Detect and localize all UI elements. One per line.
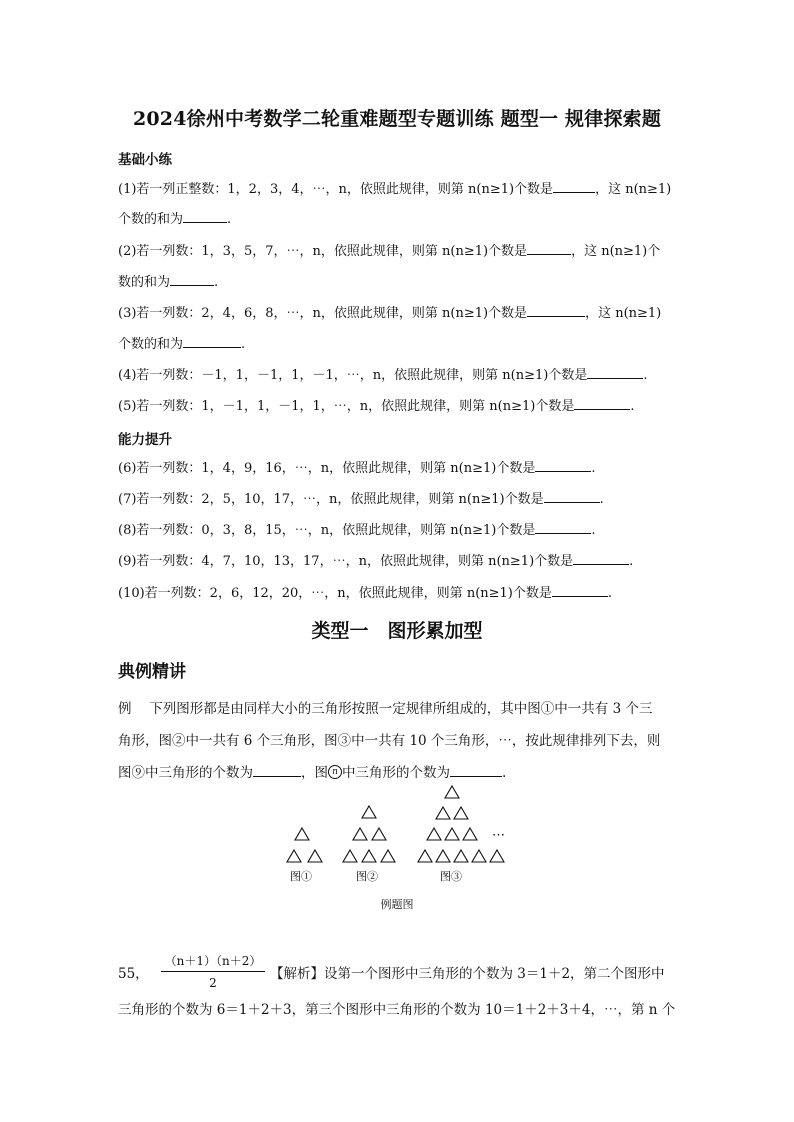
period: .: [591, 461, 596, 476]
question-text: (2)若一列数：1，3，5，7，⋯，n，依照此规律，则第 n(n≥1)个数是: [118, 244, 528, 259]
type-heading: 类型一 图形累加型: [311, 620, 483, 642]
answer-blank: [170, 274, 214, 286]
answer-blank: [535, 522, 591, 534]
example-line-3: [118, 761, 506, 781]
fraction-numerator: （n＋1）（n＋2）: [161, 952, 266, 972]
triangle-icon: [418, 850, 432, 862]
question-8: [118, 519, 595, 538]
answer-blank: [544, 491, 600, 503]
period: .: [607, 586, 613, 601]
example-text: 中三角形的个数为: [342, 765, 450, 781]
answer-blank: [553, 181, 595, 193]
question-text: ，这 n(n≥1): [595, 182, 672, 197]
question-text: (7)若一列数：2，5，10，17，⋯，n，依照此规律，则第 n(n≥1)个数是: [118, 492, 544, 507]
triangle-icon: [295, 828, 309, 840]
question-9: [118, 550, 633, 569]
triangle-icon: [381, 850, 395, 862]
triangle-icon: [445, 786, 459, 798]
question-4: [118, 364, 647, 383]
question-3-line-1: [118, 302, 661, 321]
triangle-icon: [353, 828, 367, 840]
period: .: [599, 492, 604, 507]
answer-blank: [574, 398, 630, 410]
period: .: [502, 765, 507, 781]
triangle-icon: [427, 828, 441, 840]
figure-label-2: 图②: [356, 870, 378, 883]
triangle-icon: [343, 850, 357, 862]
circled-n-icon: n: [328, 765, 342, 779]
answer-blank: [552, 585, 608, 597]
answer-line-2: 三角形的个数为 6＝1＋2＋3，第三个图形中三角形的个数为 10＝1＋2＋3＋4，⋯，第 n 个: [118, 1002, 676, 1018]
triangle-icon: [454, 807, 468, 819]
answer-prefix: 55，: [118, 966, 149, 982]
question-3-line-2: [118, 333, 245, 352]
example-heading: 典例精讲: [118, 662, 186, 682]
question-text: (8)若一列数：0，3，8，15，⋯，n，依照此规律，则第 n(n≥1)个数是: [118, 523, 536, 538]
answer-blank: [527, 305, 585, 317]
question-text: (1)若一列正整数：1，2，3，4，⋯，n，依照此规律，则第 n(n≥1)个数是: [118, 182, 554, 197]
answer-blank: [183, 211, 227, 223]
example-line-1: 例 下列图形都是由同样大小的三角形按照一定规律所组成的，其中图①中一共有 3 个三: [118, 701, 653, 717]
answer-blank: [587, 367, 643, 379]
question-text: (3)若一列数：2，4，6，8，⋯，n，依照此规律，则第 n(n≥1)个数是: [118, 306, 528, 321]
fraction-denominator: 2: [209, 976, 217, 990]
section-ability-heading: 能力提升: [118, 432, 172, 448]
section-basic-heading: 基础小练: [118, 152, 172, 168]
answer-line-1: 【解析】设第一个图形中三角形的个数为 3＝1＋2，第二个图形中: [270, 966, 665, 982]
question-text: (10)若一列数：2，6，12，20，⋯，n，依照此规律，则第 n(n≥1)个数是: [118, 586, 552, 601]
question-2-line-2: [118, 271, 218, 290]
figure-label-3: 图③: [440, 870, 462, 883]
question-text: (6)若一列数：1，4，9，16，⋯，n，依照此规律，则第 n(n≥1)个数是: [118, 461, 536, 476]
question-10: [118, 582, 612, 601]
triangle-icon: [436, 807, 450, 819]
period: .: [629, 554, 634, 569]
answer-blank: [535, 460, 591, 472]
question-6: [118, 457, 595, 476]
example-text: 图⑨中三角形的个数为: [118, 765, 253, 781]
triangle-icon: [436, 850, 450, 862]
question-1-line-1: [118, 178, 671, 197]
answer-blank: [527, 243, 571, 255]
triangle-icon: [490, 850, 504, 862]
triangle-icon: [308, 850, 322, 862]
triangle-icon: [445, 828, 459, 840]
question-1-line-2: [118, 208, 231, 227]
question-text: 个数的和为: [118, 212, 184, 227]
question-5: [118, 395, 634, 414]
period: .: [214, 275, 219, 290]
triangle-icon: [472, 850, 486, 862]
question-text: (9)若一列数：4，7，10，13，17，⋯，n，依照此规律，则第 n(n≥1)个数是: [118, 554, 574, 569]
period: .: [591, 523, 596, 538]
triangle-icon: [372, 828, 386, 840]
example-text: ，图: [301, 765, 328, 781]
question-text: 数的和为: [118, 275, 171, 290]
question-7: [118, 488, 604, 507]
triangle-icon: [362, 806, 376, 818]
question-text: (4)若一列数：－1，1，－1，1，－1，⋯，n，依照此规律，则第 n(n≥1)个数是: [118, 368, 588, 383]
question-2-line-1: [118, 240, 660, 259]
example-line-2: 角形，图②中一共有 6 个三角形，图③中一共有 10 个三角形，⋯，按此规律排列下去，则: [118, 733, 661, 749]
question-text: (5)若一列数：1，－1，1，－1，1，⋯，n，依照此规律，则第 n(n≥1)个数是: [118, 399, 575, 414]
answer-blank: [253, 765, 301, 777]
period: .: [643, 368, 648, 383]
question-text: ，这 n(n≥1)个: [571, 244, 661, 259]
answer-blank: [183, 336, 241, 348]
triangle-icon: [463, 828, 477, 840]
figure-caption: 例题图: [380, 898, 414, 911]
figure-ellipsis: ⋯: [492, 828, 505, 843]
answer-fraction: [148, 952, 278, 990]
triangle-icon: [454, 850, 468, 862]
question-text: 个数的和为: [118, 337, 184, 352]
answer-blank: [450, 765, 502, 777]
figure-label-1: 图①: [290, 870, 312, 883]
example-figure: [280, 782, 520, 892]
question-text: ，这 n(n≥1): [585, 306, 662, 321]
period: .: [227, 212, 232, 227]
answer-blank: [573, 553, 629, 565]
page-title: 2024徐州中考数学二轮重难题型专题训练 题型一 规律探索题: [132, 108, 662, 130]
triangle-icon: [287, 850, 301, 862]
period: .: [241, 337, 246, 352]
period: .: [630, 399, 635, 414]
triangle-icon: [362, 850, 376, 862]
